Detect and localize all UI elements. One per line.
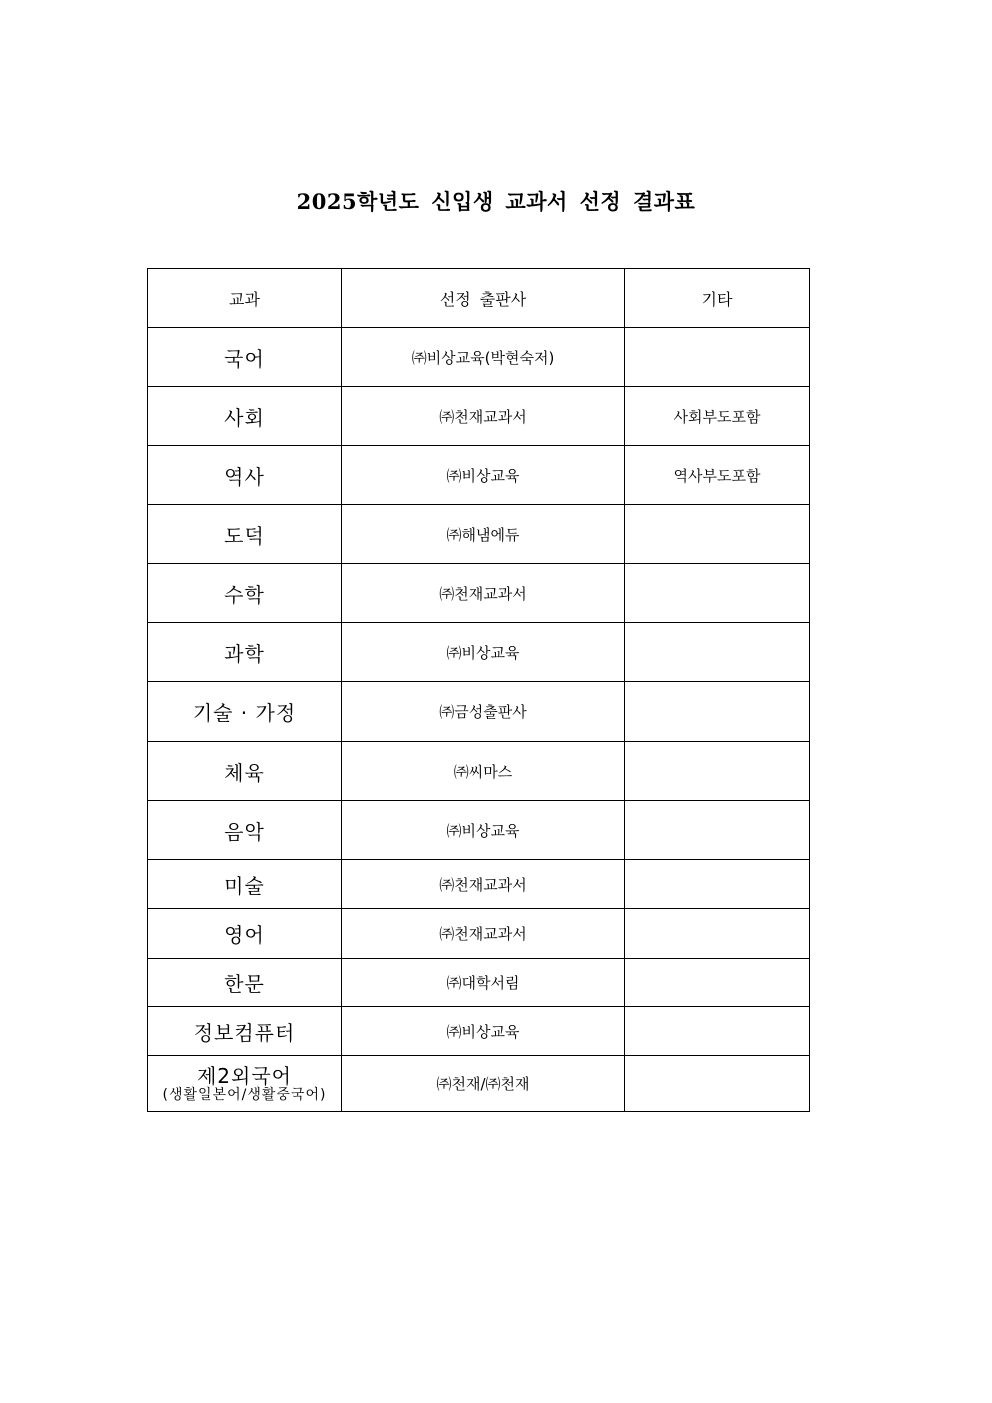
- header-subject: 교과: [148, 269, 342, 328]
- table-row: [148, 860, 810, 909]
- textbook-selection-table: [147, 268, 810, 1112]
- table-row: [148, 328, 810, 387]
- note-cell: [625, 623, 810, 682]
- publisher-cell: ㈜천재교과서: [342, 909, 625, 959]
- publisher-cell: ㈜대학서림: [342, 959, 625, 1007]
- table-row: [148, 682, 810, 742]
- publisher-cell: ㈜비상교육: [342, 446, 625, 505]
- publisher-cell: ㈜해냄에듀: [342, 505, 625, 564]
- note-cell: [625, 860, 810, 909]
- subject-cell: 역사: [148, 446, 342, 505]
- table-row: [148, 387, 810, 446]
- note-cell: [625, 682, 810, 742]
- publisher-cell: ㈜천재교과서: [342, 387, 625, 446]
- table-row: [148, 959, 810, 1007]
- note-cell: [625, 1056, 810, 1112]
- publisher-cell: ㈜비상교육(박현숙저): [342, 328, 625, 387]
- publisher-cell: ㈜비상교육: [342, 801, 625, 860]
- header-publisher: 선정 출판사: [342, 269, 625, 328]
- note-cell: [625, 328, 810, 387]
- publisher-cell: ㈜천재교과서: [342, 860, 625, 909]
- subject-cell: 수학: [148, 564, 342, 623]
- note-cell: [625, 742, 810, 801]
- note-cell: 역사부도포함: [625, 446, 810, 505]
- publisher-cell: ㈜씨마스: [342, 742, 625, 801]
- subject-cell: 도덕: [148, 505, 342, 564]
- table-row: [148, 909, 810, 959]
- note-cell: [625, 1007, 810, 1056]
- subject-cell: 사회: [148, 387, 342, 446]
- publisher-cell: ㈜금성출판사: [342, 682, 625, 742]
- table-row: [148, 1056, 810, 1112]
- note-cell: [625, 909, 810, 959]
- publisher-cell: ㈜비상교육: [342, 623, 625, 682]
- note-cell: 사회부도포함: [625, 387, 810, 446]
- table-row: [148, 446, 810, 505]
- header-note: 기타: [625, 269, 810, 328]
- subject-cell: 미술: [148, 860, 342, 909]
- subject-cell: 영어: [148, 909, 342, 959]
- subject-sub-label: (생활일본어/생활중국어): [162, 1086, 327, 1103]
- table-row: [148, 623, 810, 682]
- document-title: 2025학년도 신입생 교과서 선정 결과표: [296, 189, 696, 214]
- table-row: [148, 742, 810, 801]
- subject-main-label: 제2외국어: [196, 1063, 292, 1088]
- subject-cell: 국어: [148, 328, 342, 387]
- table-row: [148, 1007, 810, 1056]
- publisher-cell: ㈜비상교육: [342, 1007, 625, 1056]
- subject-cell: 과학: [148, 623, 342, 682]
- table-row: [148, 505, 810, 564]
- subject-cell: 정보컴퓨터: [148, 1007, 342, 1056]
- note-cell: [625, 959, 810, 1007]
- subject-cell: [148, 1056, 342, 1112]
- note-cell: [625, 564, 810, 623]
- subject-cell: 체육: [148, 742, 342, 801]
- table-header-row: [148, 269, 810, 328]
- publisher-cell: ㈜천재교과서: [342, 564, 625, 623]
- subject-cell: 한문: [148, 959, 342, 1007]
- table-row: [148, 801, 810, 860]
- note-cell: [625, 801, 810, 860]
- table-row: [148, 564, 810, 623]
- publisher-cell: ㈜천재/㈜천재: [342, 1056, 625, 1112]
- note-cell: [625, 505, 810, 564]
- subject-cell: 음악: [148, 801, 342, 860]
- subject-cell: 기술 · 가정: [148, 682, 342, 742]
